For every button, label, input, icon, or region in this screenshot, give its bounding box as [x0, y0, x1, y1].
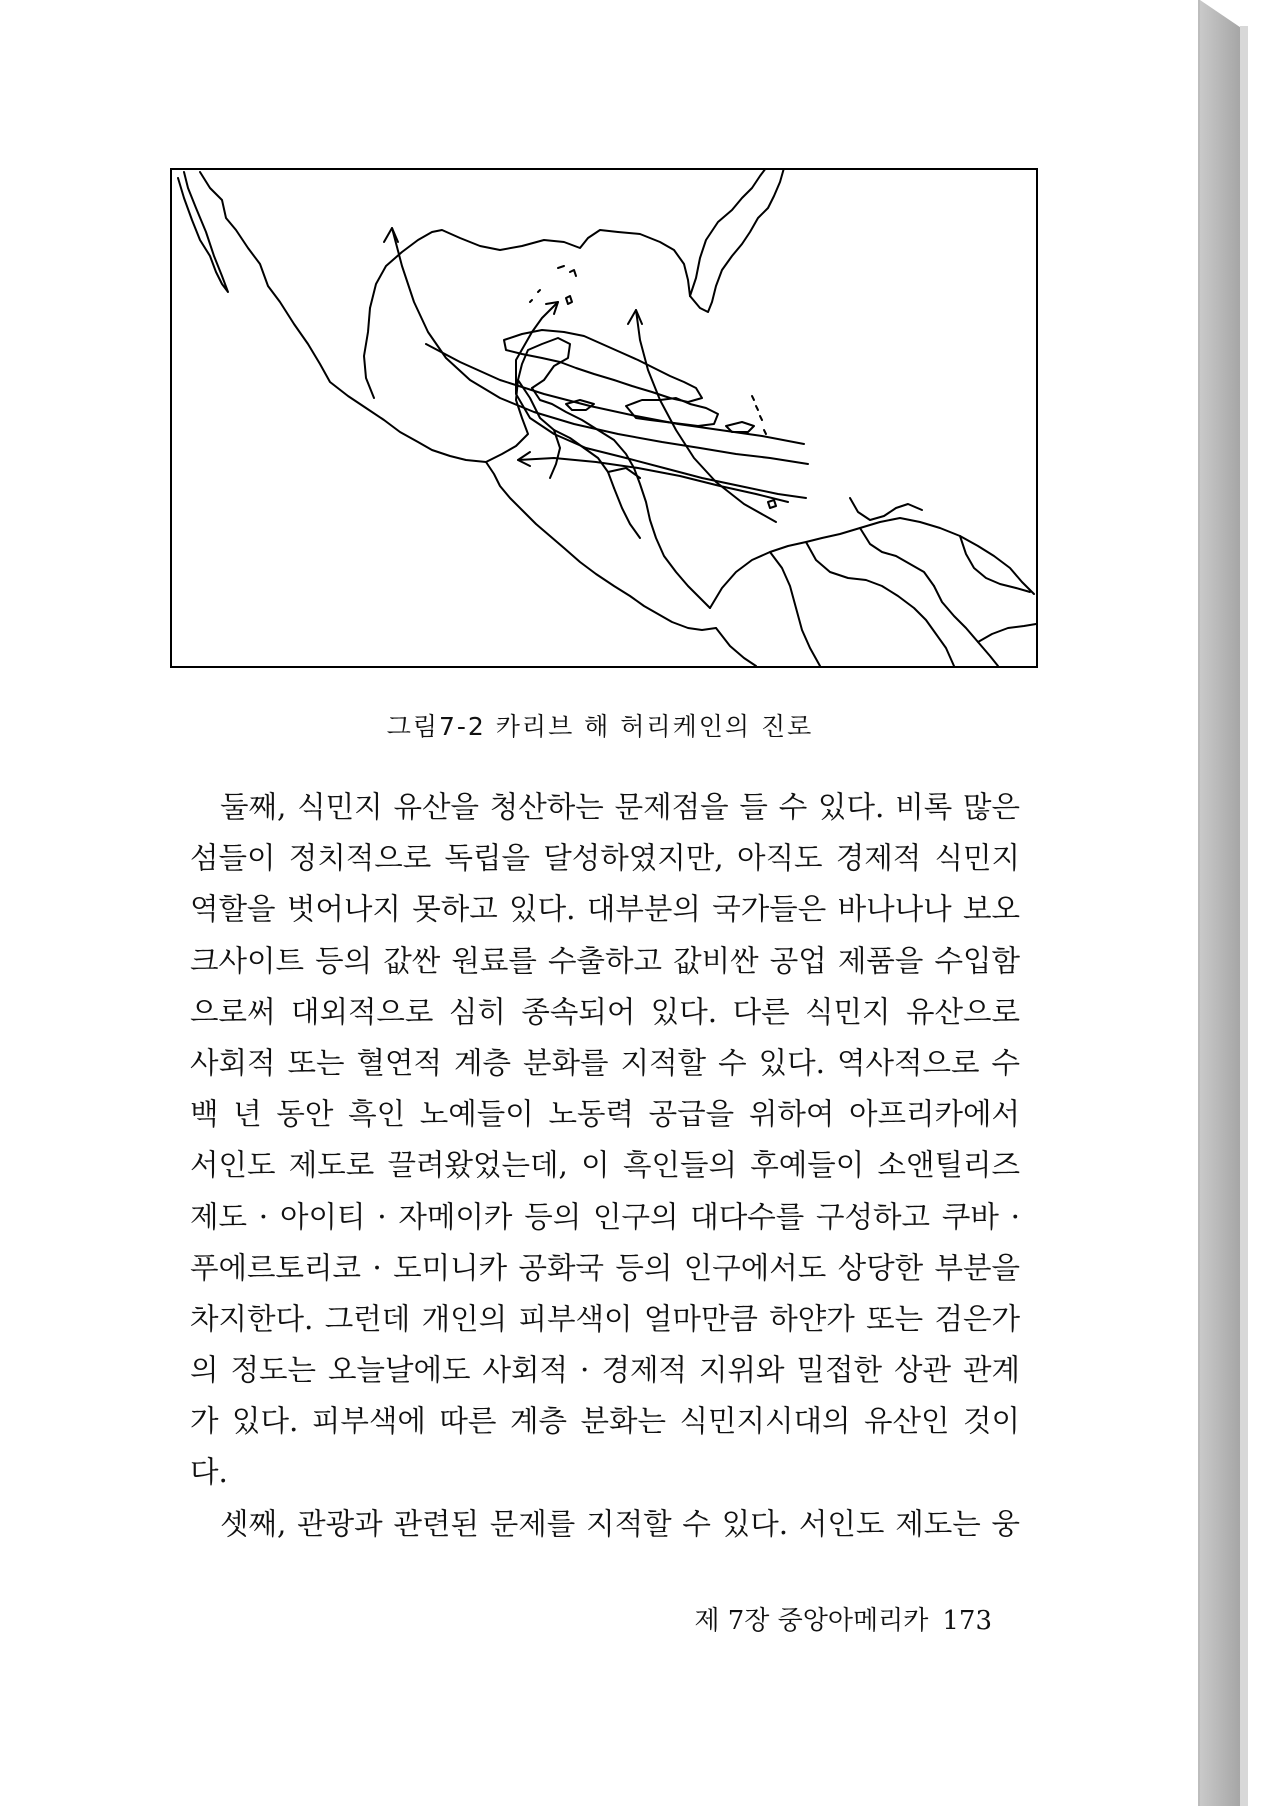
- body-line: 제도 · 아이티 · 자메이카 등의 인구의 대다수를 구성하고 쿠바 ·: [190, 1199, 1020, 1234]
- page-edge-shadow: [1200, 0, 1240, 1806]
- body-line: 사회적 또는 혈연적 계층 분화를 지적할 수 있다. 역사적으로 수: [190, 1045, 1020, 1080]
- body-line: 셋째, 관광과 관련된 문제를 지적할 수 있다. 서인도 제도는 웅: [220, 1506, 1020, 1541]
- body-line: 크사이트 등의 값싼 원료를 수출하고 값비싼 공업 제품을 수입함: [190, 943, 1020, 978]
- body-line: 서인도 제도로 끌려왔었는데, 이 흑인들의 후예들이 소앤틸리즈: [190, 1148, 1020, 1183]
- body-line: 차지한다. 그런데 개인의 피부색이 얼마만큼 하얀가 또는 검은가: [190, 1301, 1020, 1336]
- page-edge-highlight: [1240, 26, 1248, 1806]
- body-line: 의 정도는 오늘날에도 사회적 · 경제적 지위와 밀접한 상관 관계: [190, 1353, 1020, 1388]
- body-line: 으로써 대외적으로 심히 종속되어 있다. 다른 식민지 유산으로: [190, 994, 1020, 1029]
- hurricane-route-map-figure: [170, 168, 1038, 668]
- body-text: [190, 782, 1020, 1550]
- page-footer: [694, 1600, 992, 1637]
- figure-caption: 그림7-2 카리브 해 허리케인의 진로: [386, 712, 814, 741]
- chapter-title: 제 7장 중앙아메리카: [694, 1606, 929, 1636]
- body-line: 다.: [190, 1455, 228, 1490]
- map-illustration: [170, 168, 1038, 668]
- page-number: 173: [942, 1606, 992, 1636]
- body-line: 백 년 동안 흑인 노예들이 노동력 공급을 위하여 아프리카에서: [190, 1097, 1020, 1132]
- body-line: 역할을 벗어나지 못하고 있다. 대부분의 국가들은 바나나나 보오: [190, 892, 1020, 927]
- body-line: 둘째, 식민지 유산을 청산하는 문제점을 들 수 있다. 비록 많은: [220, 790, 1020, 824]
- body-line: 푸에르토리코 · 도미니카 공화국 등의 인구에서도 상당한 부분을: [190, 1250, 1020, 1285]
- body-line: 가 있다. 피부색에 따른 계층 분화는 식민지시대의 유산인 것이: [190, 1404, 1020, 1439]
- body-line: 섬들이 정치적으로 독립을 달성하였지만, 아직도 경제적 식민지: [190, 841, 1020, 876]
